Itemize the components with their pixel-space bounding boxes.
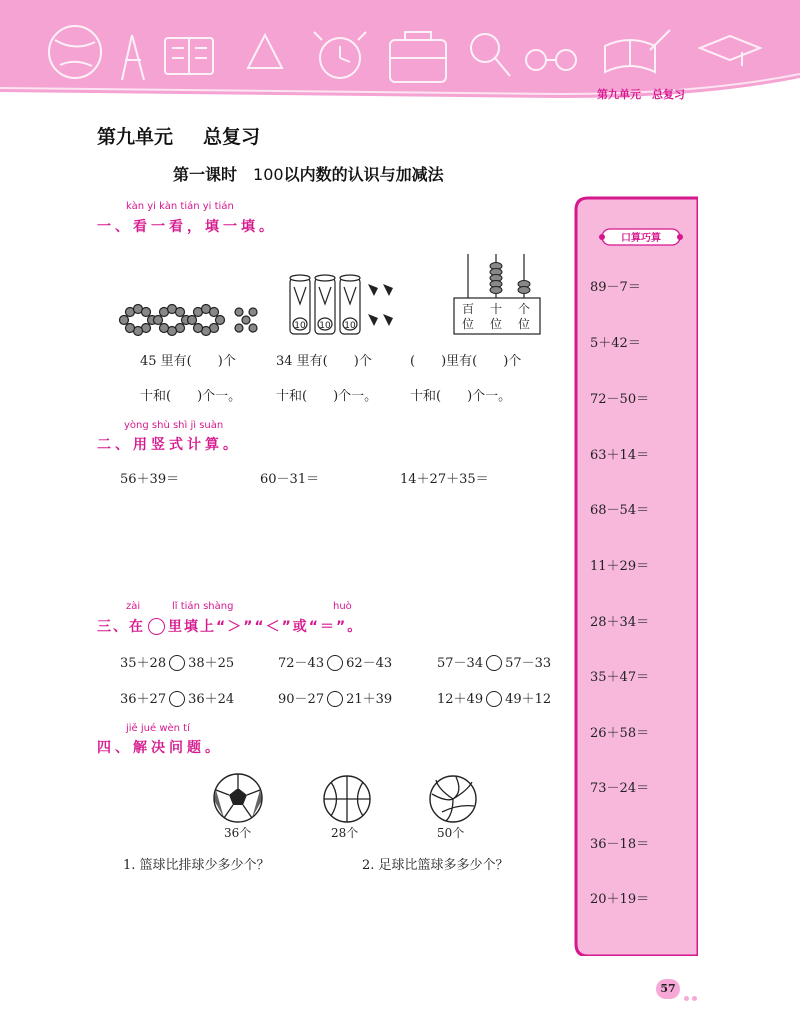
section2-title: 二、用竖式计算。	[97, 437, 241, 453]
fill-blank-1b[interactable]: 十和( )个一。	[140, 389, 242, 404]
page-number-dots	[684, 986, 700, 1005]
unit-title-name: 总复习	[203, 126, 261, 148]
compare-circle[interactable]	[327, 691, 343, 707]
unit-title-number: 第九单元	[97, 126, 174, 148]
section3-title-b: 里填上“＞”“＜”或“＝”。	[168, 619, 364, 635]
compare-circle[interactable]	[486, 655, 502, 671]
section2-pinyin: yòng shù shì jì suàn	[124, 420, 224, 431]
soccer-count: 36个	[224, 826, 252, 840]
bundle-label: 10	[344, 321, 356, 331]
oral-item: 36－18＝	[590, 837, 650, 852]
compare-circle[interactable]	[169, 691, 185, 707]
lesson-label: 第一课时	[173, 165, 238, 184]
oral-item: 73－24＝	[590, 781, 650, 796]
bundle-label: 10	[294, 321, 306, 331]
oral-item: 11＋29＝	[590, 559, 650, 574]
section3-title	[97, 616, 363, 636]
vertical-calc-1: 56＋39＝	[120, 472, 180, 487]
abacus-image	[452, 250, 544, 338]
section3-title-a: 三、在	[97, 619, 145, 635]
vertical-calc-2: 60－31＝	[260, 472, 320, 487]
compare-circle[interactable]	[486, 691, 502, 707]
fill-blank-2b[interactable]: 十和( )个一。	[276, 389, 378, 404]
section1-title: 一、看一看，填一填。	[97, 219, 277, 235]
unit-title	[97, 122, 260, 149]
abacus-label-hundreds: 百位	[461, 302, 475, 331]
fill-blank-3b[interactable]: 十和( )个一。	[410, 389, 512, 404]
compare-circle[interactable]	[169, 655, 185, 671]
question-1: 1. 篮球比排球少多少个？	[123, 858, 270, 873]
running-header: 第九单元 总复习	[597, 88, 685, 101]
page-number: 57	[656, 979, 680, 999]
lesson-number: 100	[253, 165, 284, 184]
circle-icon	[148, 618, 165, 635]
lesson-title	[173, 162, 444, 185]
compare-item: 72－43 62－43	[278, 656, 393, 671]
oral-item: 26＋58＝	[590, 726, 650, 741]
abacus-label-ones: 个位	[517, 302, 531, 331]
section3-pinyin-3: huò	[333, 601, 352, 612]
oral-item: 68－54＝	[590, 503, 650, 518]
question-2: 2. 足球比篮球多多少个？	[362, 858, 509, 873]
section4-title: 四、解决问题。	[97, 740, 223, 756]
fill-blank-3a[interactable]: ( )里有( )个	[410, 354, 522, 369]
fill-blank-2a[interactable]: 34 里有( )个	[276, 354, 372, 369]
section3-pinyin-2: lǐ tián shàng	[172, 601, 234, 612]
oral-calc-badge	[596, 226, 686, 248]
abacus-label-tens: 十位	[489, 302, 503, 331]
section3-pinyin-1: zài	[126, 601, 141, 612]
bundle-label: 10	[319, 321, 331, 331]
compare-circle[interactable]	[327, 655, 343, 671]
compare-item: 35＋28 38＋25	[120, 656, 235, 671]
volleyball-count: 50个	[437, 826, 465, 840]
basketball-count: 28个	[331, 826, 359, 840]
oral-item: 28＋34＝	[590, 615, 650, 630]
volleyball-icon	[428, 774, 478, 824]
oral-calc-badge-text: 口算巧算	[621, 233, 661, 244]
compare-item: 90－27 21＋39	[278, 692, 393, 707]
soccer-ball-icon	[212, 772, 264, 824]
oral-item: 35＋47＝	[590, 670, 650, 685]
lesson-topic: 以内数的认识与加减法	[283, 165, 444, 184]
fill-blank-1a[interactable]: 45 里有( )个	[140, 354, 236, 369]
section4-pinyin: jiě jué wèn tí	[126, 723, 190, 734]
oral-item: 20＋19＝	[590, 892, 650, 907]
compare-item: 57－34 57－33	[437, 656, 552, 671]
shuttlecock-bundles-image	[286, 272, 406, 336]
compare-item: 12＋49 49＋12	[437, 692, 552, 707]
vertical-calc-3: 14＋27＋35＝	[400, 472, 489, 487]
oral-item: 63＋14＝	[590, 448, 650, 463]
compare-item: 36＋27 36＋24	[120, 692, 235, 707]
oral-item: 5＋42＝	[590, 336, 641, 351]
bead-groups-image	[118, 300, 268, 340]
section1-pinyin: kàn yi kàn tián yi tián	[126, 201, 234, 212]
basketball-icon	[322, 774, 372, 824]
oral-item: 72－50＝	[590, 392, 650, 407]
oral-item: 89－7＝	[590, 280, 641, 295]
